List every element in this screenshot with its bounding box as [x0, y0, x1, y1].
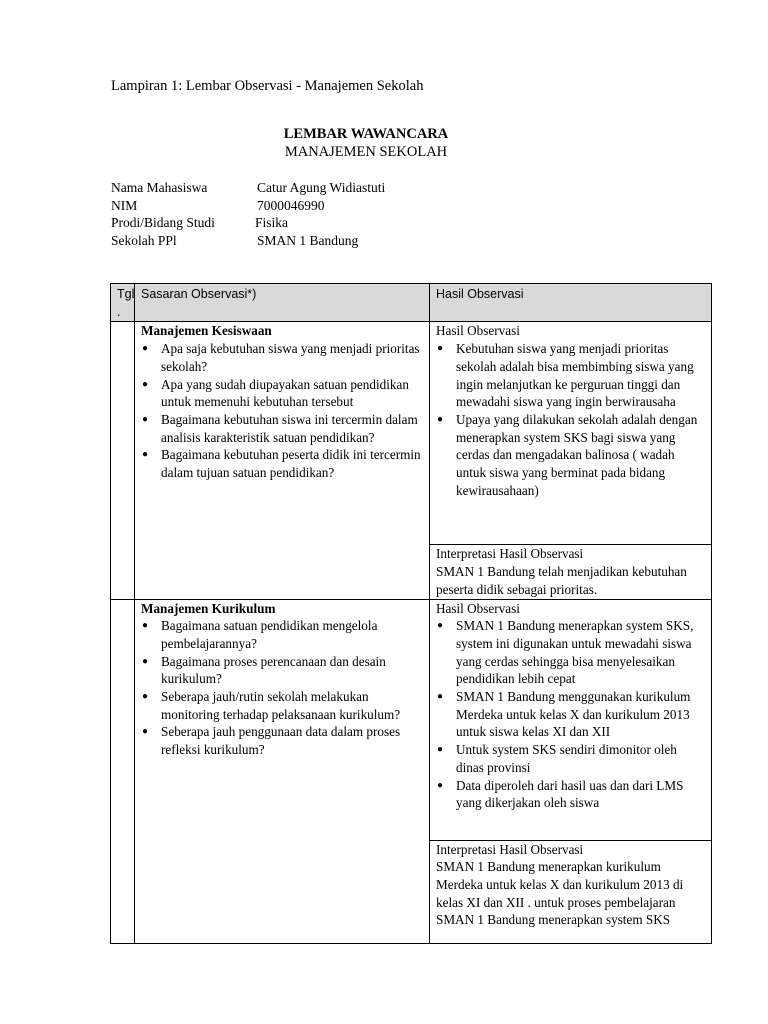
list-item: ● Bagaimana kebutuhan siswa ini tercermin dalam analisis karakteristik satuan pendidikan? — [141, 411, 423, 446]
list-item: ● Bagaimana kebutuhan peserta didik ini tercermin dalam tujuan satuan pendidikan? — [141, 446, 423, 481]
info-value: Catur Agung Widiastuti — [257, 180, 386, 195]
header-tgl: Tgl . — [111, 284, 135, 322]
info-value: 7000046990 — [257, 198, 325, 213]
info-row-sekolah — [111, 232, 511, 250]
interpretasi-cell — [430, 545, 712, 599]
hasil-label: Hasil Observasi — [436, 323, 520, 339]
info-label: NIM — [111, 198, 138, 213]
question-list — [141, 617, 423, 759]
header-hasil: Hasil Observasi — [430, 284, 712, 322]
list-item: ● Seberapa jauh/rutin sekolah melakukan monitoring terhadap pelaksanaan kurikulum? — [141, 688, 423, 723]
document-subtitle: MANAJEMEN SEKOLAH — [284, 144, 448, 160]
list-item: ● Seberapa jauh penggunaan data dalam proses refleksi kurikulum? — [141, 723, 423, 758]
list-item: ● SMAN 1 Bandung menggunakan kurikulum Merdeka untuk kelas X dan kurikulum 2013 untuk siswa kelas XI dan XII — [436, 688, 705, 741]
interpretasi-cell — [430, 840, 712, 943]
interpretasi-text: SMAN 1 Bandung menerapkan kurikulum Merdeka untuk kelas X dan kurikulum 2013 di kelas XI dan XII . untuk proses pembelajaran SMAN 1 Bandung menerapkan system SKS — [436, 859, 684, 928]
hasil-cell — [430, 322, 712, 545]
document-title: LEMBAR WAWANCARA — [283, 126, 449, 142]
interpretasi-label: Interpretasi Hasil Observasi — [436, 546, 584, 562]
hasil-label: Hasil Observasi — [436, 600, 520, 616]
table-row-kurikulum-hasil — [111, 599, 712, 840]
info-label: Nama Mahasiswa — [111, 180, 208, 195]
hasil-list — [436, 340, 705, 499]
lampiran-heading: Lampiran 1: Lembar Observasi - Manajemen Sekolah — [111, 78, 424, 94]
list-item: ● SMAN 1 Bandung menerapkan system SKS, system ini digunakan untuk mewadahi siswa yang cerdas sehingga bisa menyelesaikan pendidikan lebih cepat — [436, 617, 705, 688]
hasil-list — [436, 617, 705, 812]
hasil-cell — [430, 599, 712, 840]
sasaran-cell — [135, 599, 430, 943]
section-title: Manajemen Kurikulum — [141, 600, 276, 616]
observation-table — [110, 283, 712, 944]
info-row-prodi — [111, 214, 511, 232]
sasaran-cell — [135, 322, 430, 599]
list-item: ● Apa saja kebutuhan siswa yang menjadi prioritas sekolah? — [141, 340, 423, 375]
list-item: ● Bagaimana proses perencanaan dan desain kurikulum? — [141, 653, 423, 688]
table-row-kesiswaan-hasil — [111, 322, 712, 545]
tgl-cell — [111, 599, 135, 943]
info-value: SMAN 1 Bandung — [257, 233, 359, 248]
header-sasaran: Sasaran Observasi*) — [135, 284, 430, 322]
info-row-nama — [111, 179, 511, 197]
list-item: ● Bagaimana satuan pendidikan mengelola pembelajarannya? — [141, 617, 423, 652]
section-title: Manajemen Kesiswaan — [141, 323, 272, 339]
info-label: Sekolah PPl — [111, 233, 177, 248]
info-row-nim — [111, 197, 511, 215]
tgl-cell — [111, 322, 135, 599]
info-value: Fisika — [255, 215, 289, 230]
list-item: ● Upaya yang dilakukan sekolah adalah dengan menerapkan system SKS bagi siswa yang cerdas dan mengadakan balinosa ( wadah untuk siswa yang berminat pada bidang kewirausahaan) — [436, 411, 705, 500]
question-list — [141, 340, 423, 482]
list-item: ● Untuk system SKS sendiri dimonitor oleh dinas provinsi — [436, 741, 705, 776]
list-item: ● Data diperoleh dari hasil uas dan dari LMS yang dikerjakan oleh siswa — [436, 777, 705, 812]
interpretasi-text: SMAN 1 Bandung telah menjadikan kebutuhan peserta didik sebagai prioritas. — [436, 564, 687, 597]
list-item: ● Apa yang sudah diupayakan satuan pendidikan untuk memenuhi kebutuhan tersebut — [141, 376, 423, 411]
table-header-row — [111, 284, 712, 322]
list-item: ● Kebutuhan siswa yang menjadi prioritas sekolah adalah bisa membimbing siswa yang ingin melanjutkan ke perguruan tinggi dan mewadahi siswa yang ingin berwirausaha — [436, 340, 705, 411]
interpretasi-label: Interpretasi Hasil Observasi — [436, 841, 584, 857]
info-label: Prodi/Bidang Studi — [111, 215, 215, 230]
